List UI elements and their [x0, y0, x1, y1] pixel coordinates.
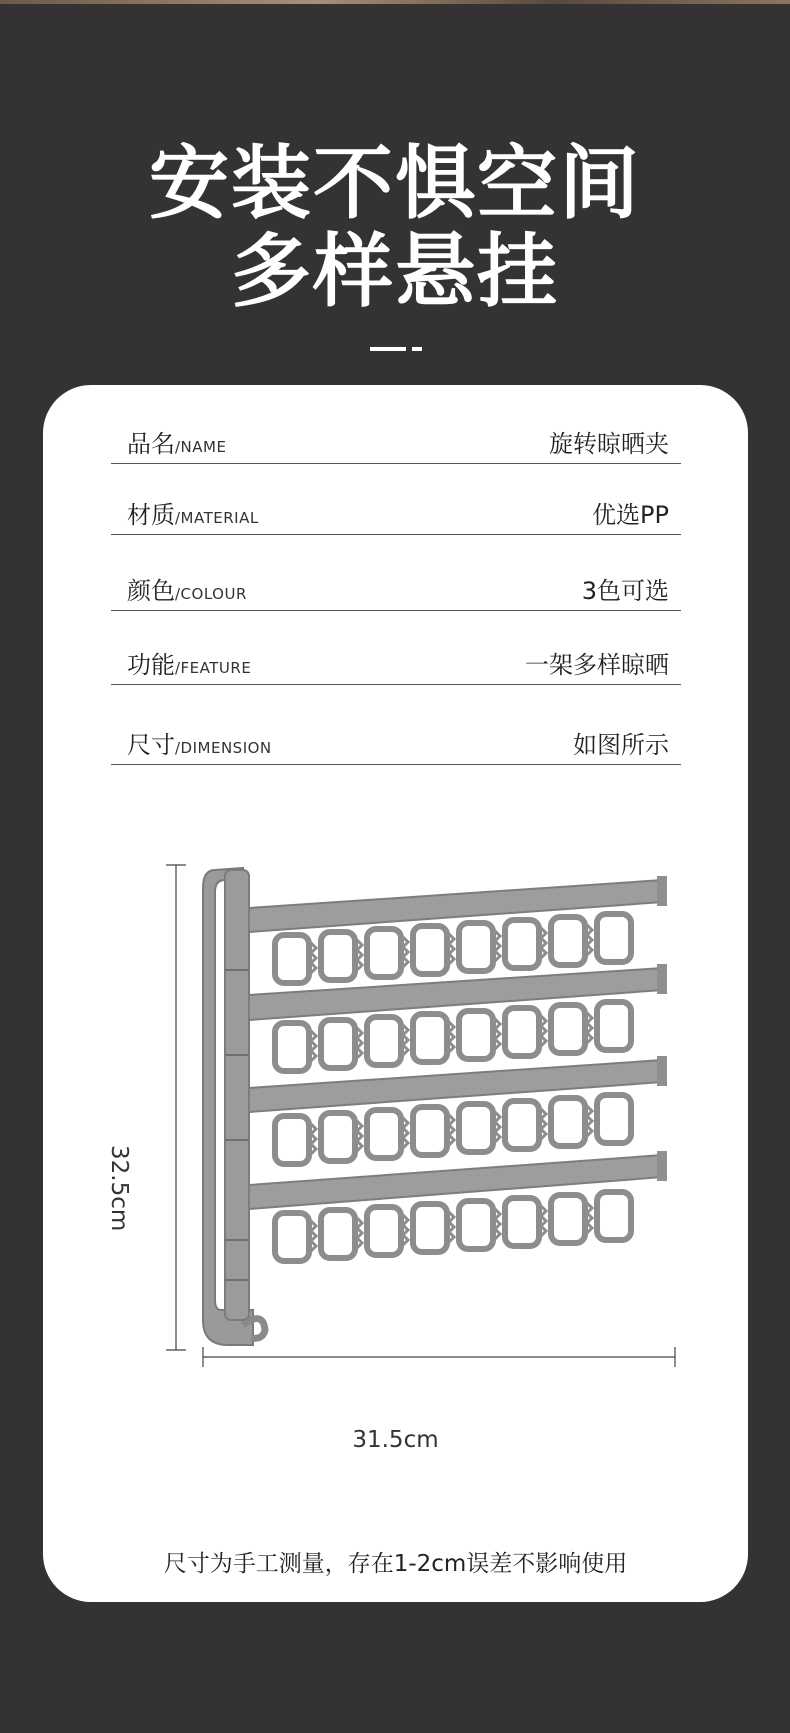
- spec-label: [127, 495, 259, 530]
- decorative-dash: [370, 347, 406, 351]
- height-dimension-line: [166, 865, 186, 1350]
- spec-label: [127, 424, 226, 459]
- spec-label-en: /COLOUR: [175, 585, 247, 603]
- spec-row-dimension: [111, 724, 681, 765]
- width-dimension-label: 31.5cm: [352, 1427, 439, 1453]
- spec-value: 旋转晾晒夹: [549, 430, 669, 458]
- spec-label-zh: 功能: [127, 651, 175, 679]
- drying-arm: [249, 1151, 667, 1261]
- width-dimension-line: [203, 1347, 675, 1367]
- drying-arm: [249, 1056, 667, 1164]
- spec-label-zh: 尺寸: [127, 731, 175, 759]
- headline-line-1: 安装不惧空间: [149, 137, 641, 230]
- drying-arm: [249, 964, 667, 1071]
- drying-rack-illustration: [103, 840, 723, 1450]
- decorative-dot: [412, 347, 422, 351]
- spec-row-feature: [111, 644, 681, 685]
- spec-value: 如图所示: [573, 731, 669, 759]
- spec-row-colour: [111, 570, 681, 611]
- spec-label-zh: 颜色: [127, 577, 175, 605]
- headline-line-2: 多样悬挂: [231, 225, 559, 318]
- spec-label: [127, 571, 247, 606]
- height-dimension-label: 32.5cm: [106, 1145, 132, 1232]
- top-photo-strip: [0, 0, 790, 4]
- spec-label-en: /FEATURE: [175, 659, 252, 677]
- spec-label-zh: 材质: [127, 501, 175, 529]
- spec-label-zh: 品名: [127, 430, 175, 458]
- drying-arm: [249, 876, 667, 983]
- spec-card: [43, 385, 748, 1602]
- measurement-note: 尺寸为手工测量，存在1-2cm误差不影响使用: [163, 1551, 628, 1577]
- spec-label: [127, 645, 251, 680]
- spec-value: 一架多样晾晒: [525, 651, 669, 679]
- spec-row-material: [111, 494, 681, 535]
- spec-value: 优选PP: [592, 501, 669, 529]
- spec-value: 3色可选: [581, 577, 669, 605]
- spec-label-en: /MATERIAL: [175, 509, 259, 527]
- spec-label: [127, 725, 272, 760]
- spec-label-en: /NAME: [175, 438, 227, 456]
- spec-label-en: /DIMENSION: [175, 739, 272, 757]
- spec-row-name: [111, 423, 681, 464]
